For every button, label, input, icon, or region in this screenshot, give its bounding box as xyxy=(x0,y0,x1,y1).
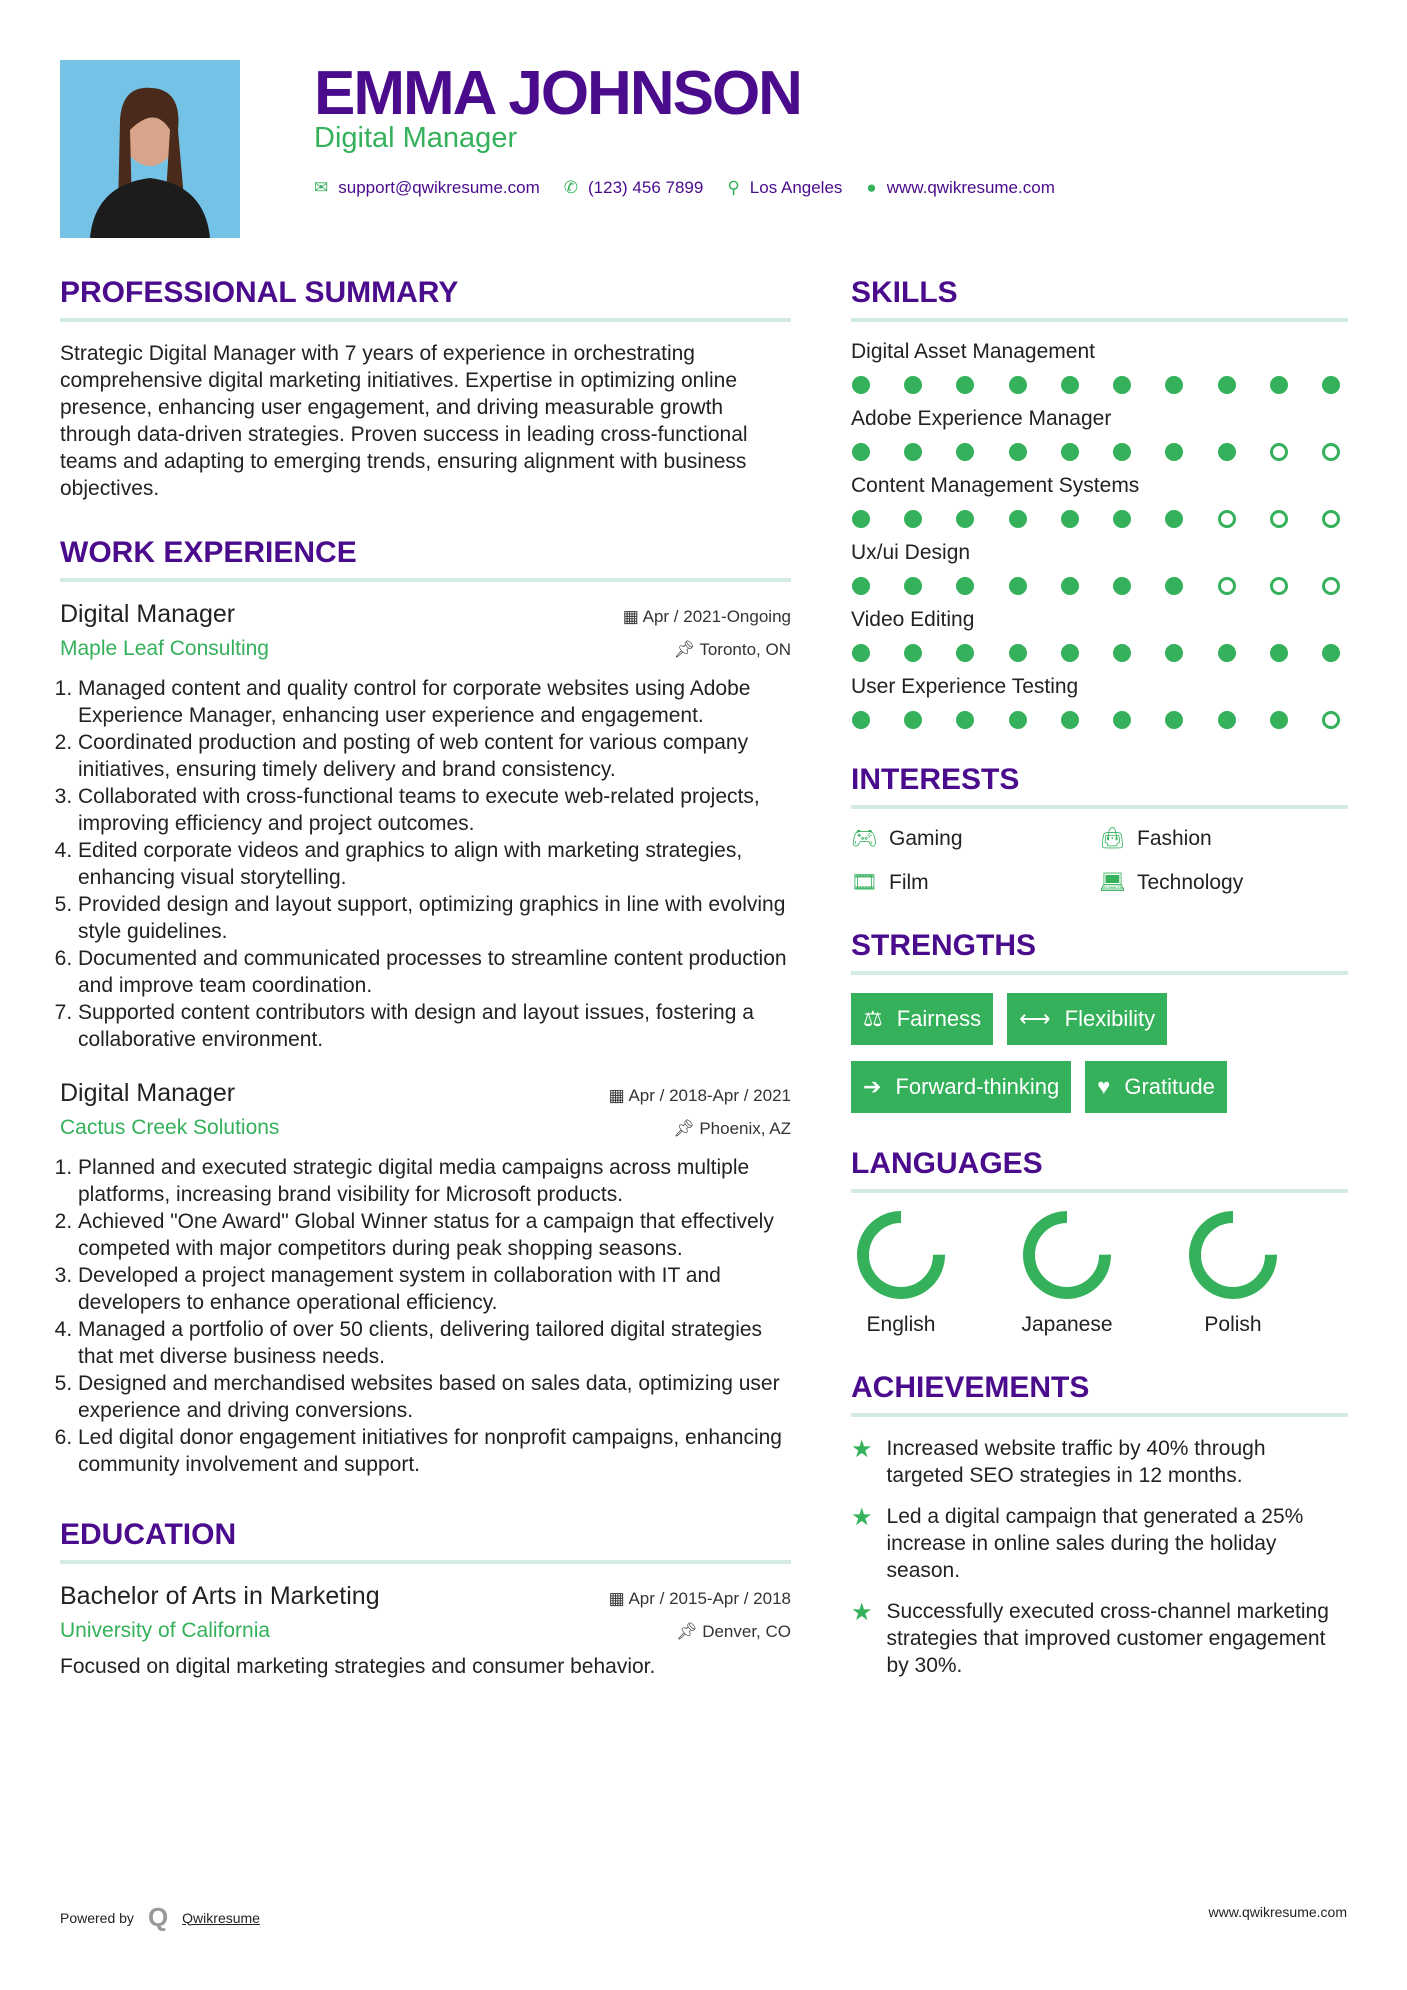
rating-dot xyxy=(1218,577,1236,595)
candidate-role: Digital Manager xyxy=(314,122,518,154)
duty-item: 1. Managed content and quality control for corporate websites using Adobe Experience Manager, enhancing user experience and engagement. xyxy=(78,675,791,729)
email-link[interactable]: support@qwikresume.com xyxy=(338,178,540,197)
rating-dot xyxy=(956,644,974,662)
duty-item: 6. Documented and communicated processes to streamline content production and improve team coordination. xyxy=(78,945,791,999)
rating-dot xyxy=(1165,376,1183,394)
duty-item: 5. Designed and merchandised websites based on sales data, optimizing user experience and driving conversions. xyxy=(78,1370,791,1424)
skill-name: Digital Asset Management xyxy=(851,340,1095,363)
strength-badge xyxy=(851,993,993,1045)
calendar-icon: ▦ xyxy=(608,1589,629,1608)
duty-item: 2. Achieved "One Award" Global Winner status for a campaign that effectively competed with major competitors during peak shopping seasons. xyxy=(78,1208,791,1262)
edu-location: Denver, CO xyxy=(702,1622,791,1641)
rating-dot xyxy=(1165,711,1183,729)
skill-rating xyxy=(852,644,1340,662)
rating-dot xyxy=(852,644,870,662)
rating-dot xyxy=(1218,711,1236,729)
edu-date: Apr / 2015-Apr / 2018 xyxy=(628,1589,791,1608)
rating-dot xyxy=(956,577,974,595)
star-icon: ★ xyxy=(851,1435,873,1463)
education-section xyxy=(60,1518,791,1680)
languages-section xyxy=(851,1147,1348,1337)
rating-dot xyxy=(1165,577,1183,595)
rating-dot xyxy=(956,510,974,528)
rating-dot xyxy=(1322,577,1340,595)
duty-item: 6. Led digital donor engagement initiatives for nonprofit campaigns, enhancing community involvement and support. xyxy=(78,1424,791,1478)
rating-dot xyxy=(904,644,922,662)
strength-badge xyxy=(1007,993,1167,1045)
phone-text: (123) 456 7899 xyxy=(588,178,704,197)
skill-rating xyxy=(852,711,1340,729)
job-date: Apr / 2018-Apr / 2021 xyxy=(628,1086,791,1105)
language-item xyxy=(857,1211,945,1337)
section-heading: SKILLS xyxy=(851,276,1348,322)
rating-dot xyxy=(1165,510,1183,528)
rating-dot xyxy=(852,376,870,394)
website-link[interactable]: www.qwikresume.com xyxy=(886,178,1055,197)
rating-dot xyxy=(904,376,922,394)
rating-dot xyxy=(1061,376,1079,394)
job-title: Digital Manager xyxy=(60,600,236,628)
duty-item: 7. Supported content contributors with design and layout issues, fostering a collaborative environment. xyxy=(78,999,791,1053)
job-location: Phoenix, AZ xyxy=(699,1119,791,1138)
rating-dot xyxy=(1270,376,1288,394)
skill-item xyxy=(851,407,1348,461)
duty-item: 1. Planned and executed strategic digital media campaigns across multiple platforms, increasing brand visibility for Microsoft products. xyxy=(78,1154,791,1208)
job-duties xyxy=(60,675,791,1053)
section-heading: WORK EXPERIENCE xyxy=(60,536,791,582)
strength-badge xyxy=(1085,1061,1227,1113)
rating-dot xyxy=(956,711,974,729)
language-ring xyxy=(1023,1211,1111,1299)
job-date: Apr / 2021-Ongoing xyxy=(642,607,791,626)
footer-powered xyxy=(60,1902,260,1933)
rating-dot xyxy=(852,510,870,528)
rating-dot xyxy=(904,443,922,461)
edu-description: Focused on digital marketing strategies and consumer behavior. xyxy=(60,1655,656,1678)
language-ring xyxy=(1189,1211,1277,1299)
skill-name: Content Management Systems xyxy=(851,474,1140,497)
skill-rating xyxy=(852,443,1340,461)
rating-dot xyxy=(1009,443,1027,461)
rating-dot xyxy=(852,577,870,595)
star-icon: ★ xyxy=(851,1598,873,1626)
brand-link[interactable]: Qwikresume xyxy=(182,1909,260,1926)
section-heading: EDUCATION xyxy=(60,1518,791,1564)
interest-item xyxy=(1099,827,1339,851)
job-entry xyxy=(60,1079,791,1478)
laptop-icon: 💻︎ xyxy=(1099,871,1126,894)
phone-icon: ✆ xyxy=(563,178,578,197)
rating-dot xyxy=(852,443,870,461)
work-section xyxy=(60,536,791,1478)
rating-dot xyxy=(1270,644,1288,662)
job-entry xyxy=(60,600,791,1053)
rating-dot xyxy=(1218,644,1236,662)
interest-item xyxy=(1099,871,1339,895)
rating-dot xyxy=(1061,577,1079,595)
globe-icon: ● xyxy=(866,178,877,197)
achievement-text: Led a digital campaign that generated a 25% increase in online sales during the holiday season. xyxy=(886,1505,1304,1582)
achievement-item xyxy=(851,1598,1348,1679)
interests-section xyxy=(851,763,1348,895)
rating-dot xyxy=(956,376,974,394)
arrow-right-icon: ➔ xyxy=(863,1074,882,1099)
strength-badge xyxy=(851,1061,1071,1113)
rating-dot xyxy=(1322,711,1340,729)
section-heading: LANGUAGES xyxy=(851,1147,1348,1193)
interest-item xyxy=(851,871,1099,895)
heart-icon: ♥ xyxy=(1097,1074,1111,1099)
map-marker-icon: ⚲ xyxy=(727,178,740,197)
achievement-item xyxy=(851,1435,1348,1489)
duty-item: 2. Coordinated production and posting of web content for various company initiatives, ensuring timely delivery and brand consistency. xyxy=(78,729,791,783)
rating-dot xyxy=(1009,644,1027,662)
skill-name: Ux/ui Design xyxy=(851,541,971,564)
duty-item: 4. Edited corporate videos and graphics to align with marketing strategies, enhancing visual storytelling. xyxy=(78,837,791,891)
job-title: Digital Manager xyxy=(60,1079,236,1107)
rating-dot xyxy=(1322,376,1340,394)
achievement-text: Increased website traffic by 40% through targeted SEO strategies in 12 months. xyxy=(886,1437,1266,1487)
footer-site[interactable]: www.qwikresume.com xyxy=(1208,1904,1347,1920)
rating-dot xyxy=(1270,577,1288,595)
strength-label: Flexibility xyxy=(1064,1006,1156,1031)
rating-dot xyxy=(1165,644,1183,662)
section-heading: PROFESSIONAL SUMMARY xyxy=(60,276,791,322)
star-icon: ★ xyxy=(851,1503,873,1531)
interest-label: Gaming xyxy=(889,827,963,850)
skill-name: User Experience Testing xyxy=(851,675,1079,698)
calendar-icon: ▦ xyxy=(622,607,643,626)
summary-text: Strategic Digital Manager with 7 years of experience in orchestrating comprehensive digital marketing initiatives. Expertise in optimizing online presence, enhancing user engagement, and driving measurable growth through data-driven strategies. Proven success in leading cross-functional teams and adapting to emerging trends, ensuring alignment with business objectives. xyxy=(60,342,748,500)
strength-label: Forward-thinking xyxy=(895,1074,1060,1099)
skill-rating xyxy=(852,577,1340,595)
rating-dot xyxy=(1218,443,1236,461)
skill-item xyxy=(851,675,1348,729)
rating-dot xyxy=(1113,577,1131,595)
school: University of California xyxy=(60,1619,271,1642)
language-ring xyxy=(857,1211,945,1299)
duty-item: 4. Managed a portfolio of over 50 clients, delivering tailored digital strategies that met diverse business needs. xyxy=(78,1316,791,1370)
rating-dot xyxy=(1270,711,1288,729)
interest-label: Film xyxy=(889,871,929,894)
rating-dot xyxy=(1061,510,1079,528)
degree: Bachelor of Arts in Marketing xyxy=(60,1582,380,1610)
achievement-text: Successfully executed cross-channel marketing strategies that improved customer engagement by 30%. xyxy=(886,1600,1329,1677)
rating-dot xyxy=(1061,711,1079,729)
film-icon: 🎞︎ xyxy=(851,871,878,894)
company: Maple Leaf Consulting xyxy=(60,637,269,660)
skill-item xyxy=(851,340,1348,394)
duty-item: 5. Provided design and layout support, optimizing graphics in line with evolving style guidelines. xyxy=(78,891,791,945)
job-duties xyxy=(60,1154,791,1478)
rating-dot xyxy=(1009,376,1027,394)
contact-bar xyxy=(314,178,1055,198)
language-item xyxy=(1023,1211,1111,1337)
skills-section xyxy=(851,276,1348,729)
calendar-icon: ▦ xyxy=(608,1086,629,1105)
language-name: Japanese xyxy=(1021,1313,1113,1336)
skill-rating xyxy=(852,510,1340,528)
section-heading: INTERESTS xyxy=(851,763,1348,809)
skill-item xyxy=(851,608,1348,662)
language-name: English xyxy=(866,1313,936,1336)
powered-label: Powered by xyxy=(60,1909,134,1926)
rating-dot xyxy=(1113,711,1131,729)
strength-label: Gratitude xyxy=(1124,1074,1215,1099)
qwikresume-logo-icon: Q xyxy=(147,1902,169,1932)
shopping-bag-icon: 👜︎ xyxy=(1099,827,1126,850)
profile-photo xyxy=(60,60,240,238)
rating-dot xyxy=(956,443,974,461)
strengths-section xyxy=(851,929,1348,1113)
duty-item: 3. Collaborated with cross-functional teams to execute web-related projects, improving efficiency and project outcomes. xyxy=(78,783,791,837)
rating-dot xyxy=(1218,376,1236,394)
summary-section xyxy=(60,276,791,502)
skill-item xyxy=(851,474,1348,528)
rating-dot xyxy=(1009,510,1027,528)
interest-item xyxy=(851,827,1099,851)
company: Cactus Creek Solutions xyxy=(60,1116,280,1139)
language-item xyxy=(1189,1211,1277,1337)
pin-icon: 📌︎ xyxy=(673,640,700,659)
rating-dot xyxy=(1270,510,1288,528)
duty-item: 3. Developed a project management system in collaboration with IT and developers to enhance operational efficiency. xyxy=(78,1262,791,1316)
skill-name: Video Editing xyxy=(851,608,975,631)
rating-dot xyxy=(1061,443,1079,461)
achievements-section xyxy=(851,1371,1348,1679)
rating-dot xyxy=(1322,644,1340,662)
right-column xyxy=(851,276,1348,1713)
rating-dot xyxy=(1218,510,1236,528)
section-heading: STRENGTHS xyxy=(851,929,1348,975)
rating-dot xyxy=(904,711,922,729)
gamepad-icon: 🎮︎ xyxy=(851,827,878,850)
envelope-icon: ✉ xyxy=(314,178,329,197)
interest-label: Technology xyxy=(1137,871,1244,894)
pin-icon: 📌︎ xyxy=(673,1119,700,1138)
interest-label: Fashion xyxy=(1137,827,1212,850)
left-column xyxy=(60,276,791,1714)
rating-dot xyxy=(1009,711,1027,729)
job-location: Toronto, ON xyxy=(699,640,791,659)
rating-dot xyxy=(1061,644,1079,662)
location-text: Los Angeles xyxy=(749,178,843,197)
language-name: Polish xyxy=(1204,1313,1262,1336)
strength-label: Fairness xyxy=(896,1006,982,1031)
rating-dot xyxy=(1113,510,1131,528)
rating-dot xyxy=(1322,510,1340,528)
rating-dot xyxy=(1270,443,1288,461)
rating-dot xyxy=(1113,644,1131,662)
skill-rating xyxy=(852,376,1340,394)
candidate-name: EMMA JOHNSON xyxy=(314,59,801,128)
rating-dot xyxy=(1165,443,1183,461)
section-heading: ACHIEVEMENTS xyxy=(851,1371,1348,1417)
skill-item xyxy=(851,541,1348,595)
rating-dot xyxy=(1113,443,1131,461)
skill-name: Adobe Experience Manager xyxy=(851,407,1112,430)
rating-dot xyxy=(1322,443,1340,461)
rating-dot xyxy=(1113,376,1131,394)
achievement-item xyxy=(851,1503,1348,1584)
rating-dot xyxy=(904,577,922,595)
arrows-h-icon: ⟷ xyxy=(1019,1006,1051,1031)
rating-dot xyxy=(852,711,870,729)
pin-icon: 📌︎ xyxy=(675,1622,703,1641)
rating-dot xyxy=(904,510,922,528)
balance-scale-icon: ⚖ xyxy=(863,1006,883,1031)
rating-dot xyxy=(1009,577,1027,595)
